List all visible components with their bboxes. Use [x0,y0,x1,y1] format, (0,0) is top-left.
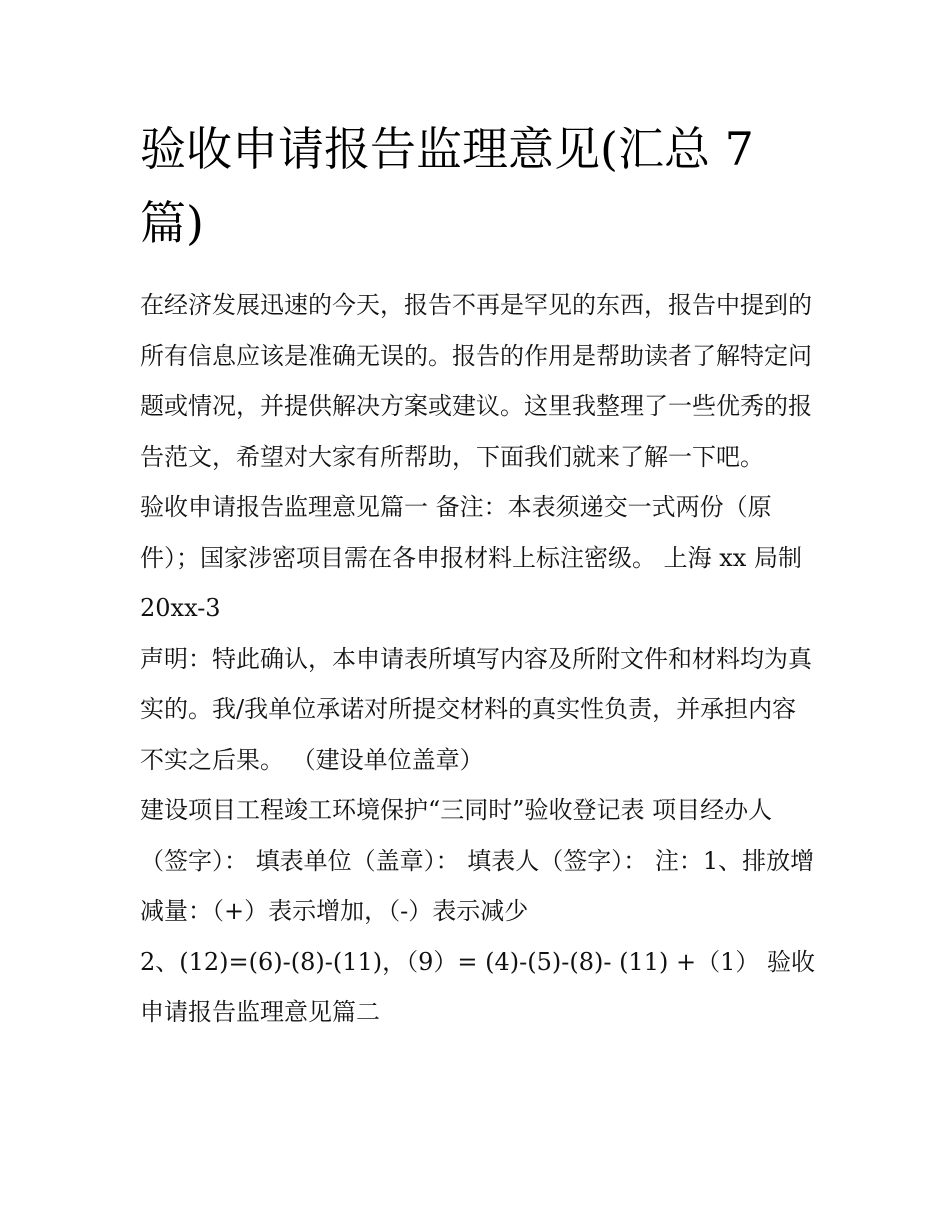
paragraph-intro: 在经济发展迅速的今天，报告不再是罕见的东西，报告中提到的所有信息应该是准确无误的。报告的作用是帮助读者了解特定问题或情况，并提供解决方案或建议。这里我整理了一些优秀的报告范文，希望对大家有所帮助，下面我们就来了解一下吧。 [140,291,812,471]
paragraph-part-one-note: 验收申请报告监理意见篇一 备注：本表须递交一式两份（原件）；国家涉密项目需在各申报材料上标注密级。 上海 xx 局制 20xx-3 [140,493,802,622]
document-title: 验收申请报告监理意见(汇总 7 篇) [140,122,754,250]
paragraph-registration-form: 建设项目工程竣工环境保护“三同时”验收登记表 项目经办人（签字）： 填表单位（盖章）： 填表人（签字）： 注：1、排放增减量：（+）表示增加，（-）表示减少 [140,796,815,925]
paragraph-formula: 2、(12)=(6)-(8)-(11)，（9）= (4)-(5)-(8)- (11) +（1） 验收申请报告监理意见篇二 [140,947,815,1026]
document-body [140,280,815,1038]
paragraph-declaration: 声明：特此确认，本申请表所填写内容及所附文件和材料均为真实的。我/我单位承诺对所提交材料的真实性负责，并承担内容不实之后果。 （建设单位盖章） [140,644,812,774]
